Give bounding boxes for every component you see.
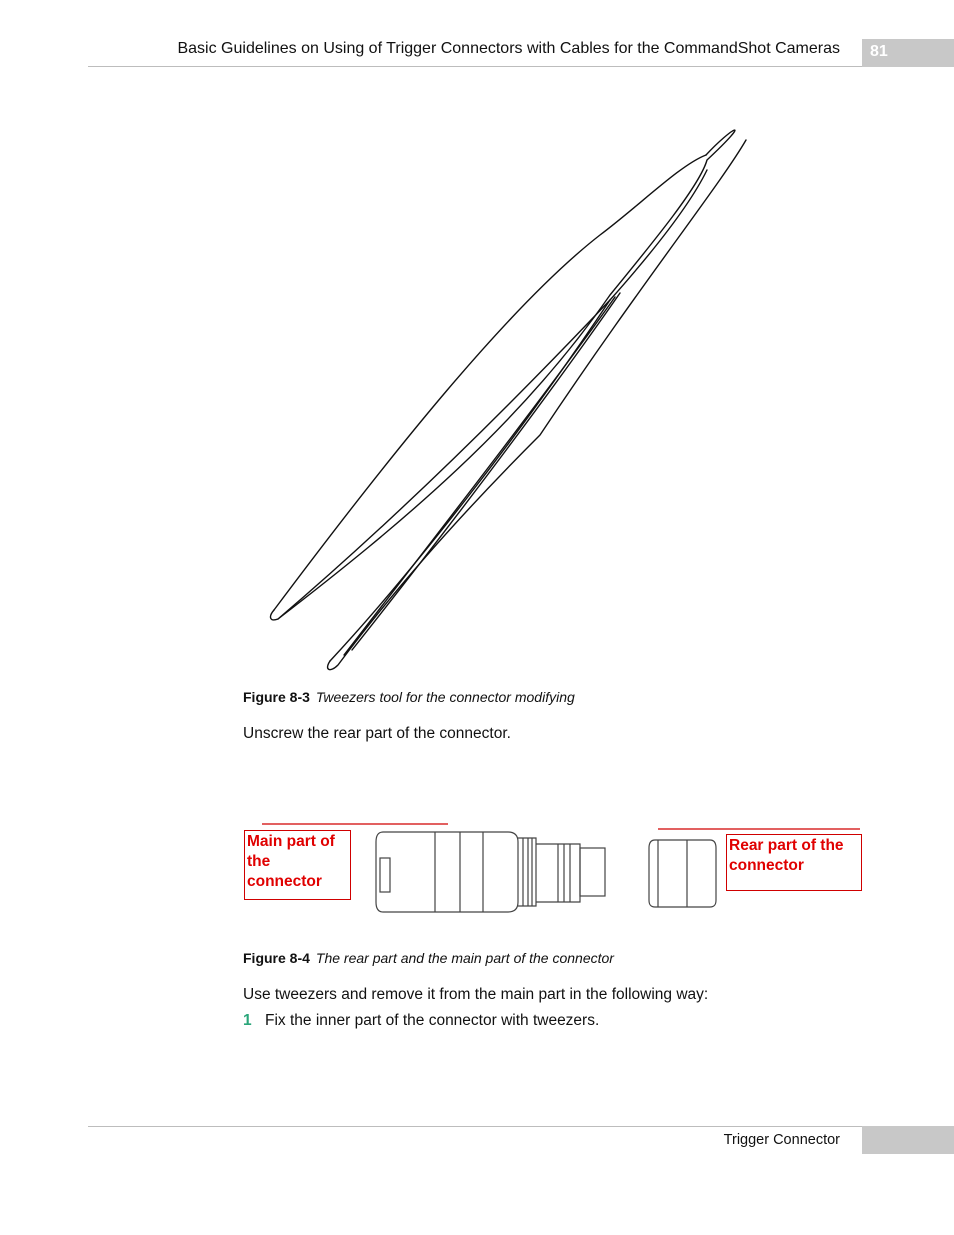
figure-3-caption (243, 689, 575, 705)
figure-3-label: Figure 8-3 (243, 689, 310, 705)
paragraph-tweezers: Use tweezers and remove it from the main part in the following way: (243, 986, 709, 1003)
figure-4-text: The rear part and the main part of the connector (315, 950, 614, 966)
page-number-box (862, 39, 954, 67)
step-number: 1 (243, 1012, 252, 1029)
paragraph-unscrew: Unscrew the rear part of the connector. (243, 725, 511, 742)
figure-3-text: Tweezers tool for the connector modifying (315, 689, 575, 705)
figure-4-caption (243, 950, 614, 966)
running-header: Basic Guidelines on Using of Trigger Connectors with Cables for the CommandShot Cameras (177, 40, 840, 57)
header-rule (88, 66, 862, 67)
figure-4-label: Figure 8-4 (243, 950, 310, 966)
footer-rule (88, 1126, 862, 1127)
page-number: 81 (870, 43, 888, 60)
callout-rear-part: Rear part of the connector (726, 834, 862, 891)
footer-section-title: Trigger Connector (723, 1132, 840, 1148)
step-item (243, 1012, 599, 1030)
callout-main-part: Main part of the connector (244, 830, 351, 900)
step-text: Fix the inner part of the connector with tweezers. (265, 1012, 600, 1029)
tweezers-illustration (260, 125, 760, 675)
footer-box (862, 1126, 954, 1154)
